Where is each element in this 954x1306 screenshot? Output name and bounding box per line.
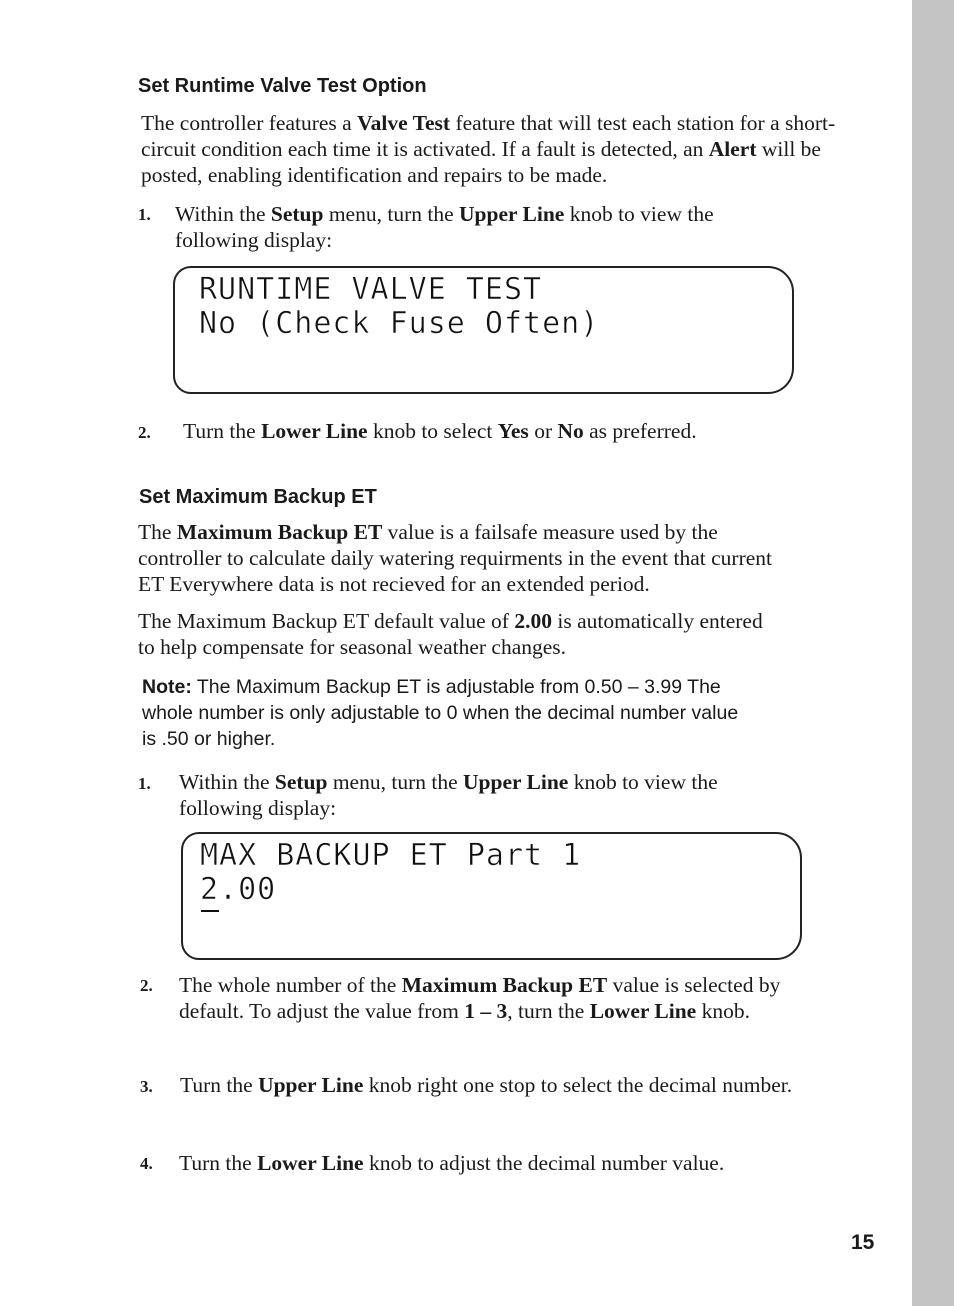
lcd-cursor-underline [201,910,219,912]
bold-term: Upper Line [459,202,565,226]
step-number: 4. [140,1154,153,1173]
lcd-line-1: MAX BACKUP ET Part 1 [200,838,582,873]
bold-term: Upper Line [463,770,569,794]
bold-term: Lower Line [589,999,697,1023]
bold-term: Maximum Backup ET [401,973,608,997]
max-step-1-text: Within the Setup menu, turn the Upper Line knob to view the following display: [179,770,718,820]
max-step-4-text: Turn the Lower Line knob to adjust the decimal number value. [179,1151,725,1175]
bold-term: Note: [142,676,192,698]
runtime-step-1-text: Within the Setup menu, turn the Upper Line knob to view the following display: [175,202,714,252]
bold-term: Maximum Backup ET [176,520,383,544]
lcd-display-runtime-valve-test [173,266,794,394]
step-number: 2. [138,423,151,442]
bold-term: Yes [497,419,529,443]
max-backup-et-intro: The Maximum Backup ET value is a failsafe measure used by the controller to calculate daily watering requirments in the event that current ET Everywhere data is not recieved for an extended period. [138,520,772,596]
max-step-2-text: The whole number of the Maximum Backup ET value is selected by default. To adjust the value from 1 – 3, turn the Lower Line knob. [179,973,781,1023]
bold-term: 1 – 3 [464,999,508,1023]
step-number: 2. [140,976,153,995]
bold-term: Setup [274,770,328,794]
runtime-valve-test-intro: The controller features a Valve Test feature that will test each station for a short-circuit condition each time it is activated. If a fault is detected, an Alert will be posted, enabling identification and repairs to be made. [141,111,836,187]
bold-term: 2.00 [514,609,552,633]
lcd-line-2: No (Check Fuse Often) [199,306,600,341]
page-edge-strip [912,0,954,1306]
runtime-step-2-text: Turn the Lower Line knob to select Yes or No as preferred. [183,419,697,443]
bold-term: Upper Line [258,1073,364,1097]
bold-term: Valve Test [357,111,451,135]
section-heading-max-backup-et: Set Maximum Backup ET [139,486,377,508]
step-number: 3. [140,1077,153,1096]
section-heading-runtime-valve-test: Set Runtime Valve Test Option [138,75,427,97]
step-number: 1. [138,774,151,793]
lcd-display-max-backup-et [181,832,802,960]
max-step-3-text: Turn the Upper Line knob right one stop to select the decimal number. [180,1073,793,1097]
lcd-line-2: 2.00 [200,872,277,907]
max-backup-et-default: The Maximum Backup ET default value of 2.00 is automatically entered to help compensate for seasonal weather changes. [138,609,763,659]
note-adjustable-range: Note: The Maximum Backup ET is adjustable from 0.50 – 3.99 The whole number is only adjustable to 0 when the decimal number value is .50 or higher. [142,676,739,750]
bold-term: Lower Line [261,419,368,443]
step-number: 1. [138,205,151,224]
page-number: 15 [851,1231,875,1254]
lcd-line-1: RUNTIME VALVE TEST [199,272,543,307]
bold-term: Setup [270,202,324,226]
bold-term: Lower Line [257,1151,364,1175]
bold-term: Alert [708,137,757,161]
bold-term: No [557,419,584,443]
